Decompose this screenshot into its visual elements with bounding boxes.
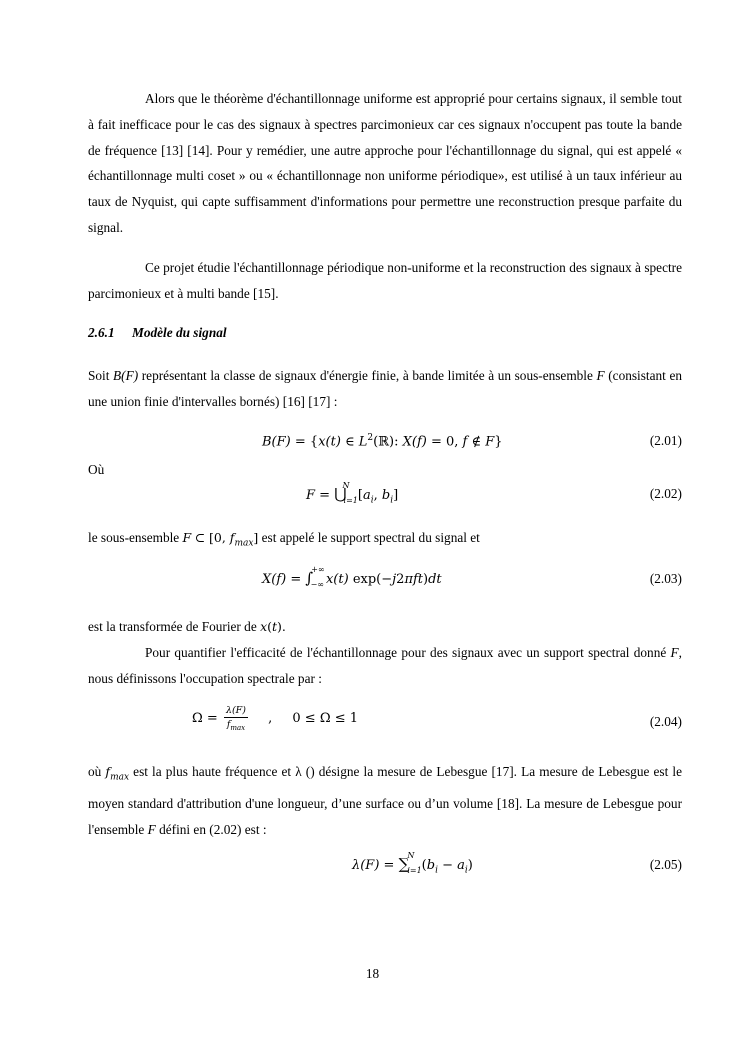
equation-number-2-05: (2.05) bbox=[649, 857, 682, 872]
term-bf: B(F) bbox=[113, 368, 139, 383]
paragraph-signal-class: Soit B(F) représentant la classe de signaux d'énergie finie, à bande limitée à un sous-ensemble F (consistant en une union finie d'intervalles bornés) [16] [17] : bbox=[88, 368, 683, 409]
paragraph-lebesgue: où $f_{max}$ est la plus haute fréquence et λ () désigne la mesure de Lebesgue [17]. La mesure de Lebesgue est le moyen standard d'attribution d'une longueur, d’une surface ou d’un volume [18]. La mesure de Lebesgue pour l'ensemble F défini en (2.02) est : bbox=[88, 764, 682, 838]
equation-2-04: Ω = $\frac{\lambda(F)}{f_{max}}$ , 0 ≤ Ω ≤ 1 bbox=[192, 705, 359, 732]
paragraph-uniform-sampling: Alors que le théorème d'échantillonnage uniforme est approprié pour certains signaux, il semble tout à fait inefficace pour le cas des signaux à spectres parcimonieux car ces signaux n'occupent pas toute la bande de fréquence [13] [14]. Pour y remédier, une autre approche pour l'échantillonnage du signal, qui est appelé « échantillonnage multi coset » ou « échantillonnage non uniforme périodique», est utilisé à un taux inférieur au taux de Nyquist, qui capte suffisamment d'informations pour permettre une reconstruction presque parfaite du signal. bbox=[88, 91, 682, 235]
equation-number-2-04: (2.04) bbox=[649, 714, 682, 729]
equation-2-02: $F = ⋃^N_{i=1}[a_i$, $b_i$] bbox=[306, 480, 399, 506]
paragraph-project-scope: Ce projet étudie l'échantillonnage périodique non-uniforme et la reconstruction des signaux à spectre parcimonieux et à multi bande [15]. bbox=[88, 260, 682, 301]
section-title: Modèle du signal bbox=[132, 325, 227, 340]
page-number: 18 bbox=[365, 966, 380, 981]
equation-2-03: $X(f) = \int^{+\infty}_{-\infty}$ x(t) exp(−j2πft)dt bbox=[262, 564, 442, 589]
paragraph-occupation: Pour quantifier l'efficacité de l'échantillonnage pour des signaux avec un support spectral donné F, nous définissons l'occupation spectrale par : bbox=[88, 645, 682, 686]
paragraph-fourier: est la transformée de Fourier de x(t). bbox=[88, 619, 286, 634]
word-ou: Où bbox=[88, 462, 105, 477]
equation-2-01: B(F) = {x(t) ∈ $L^2(ℝ)$: X(f) = 0, f ∉ F} bbox=[262, 433, 503, 450]
term-f: F bbox=[596, 368, 605, 383]
equation-2-05: $\lambda(F) = \sum^N_{i=1}(b_i - a_i)$ bbox=[352, 850, 473, 876]
equation-number-2-01: (2.01) bbox=[649, 433, 682, 448]
section-heading bbox=[88, 325, 227, 341]
equation-number-2-02: (2.02) bbox=[649, 486, 682, 501]
paragraph-spectral-support: le sous-ensemble F ⊂ [0, $f_{max}$] est appelé le support spectral du signal et bbox=[88, 530, 480, 549]
equation-number-2-03: (2.03) bbox=[649, 571, 682, 586]
section-number: 2.6.1 bbox=[88, 325, 115, 340]
